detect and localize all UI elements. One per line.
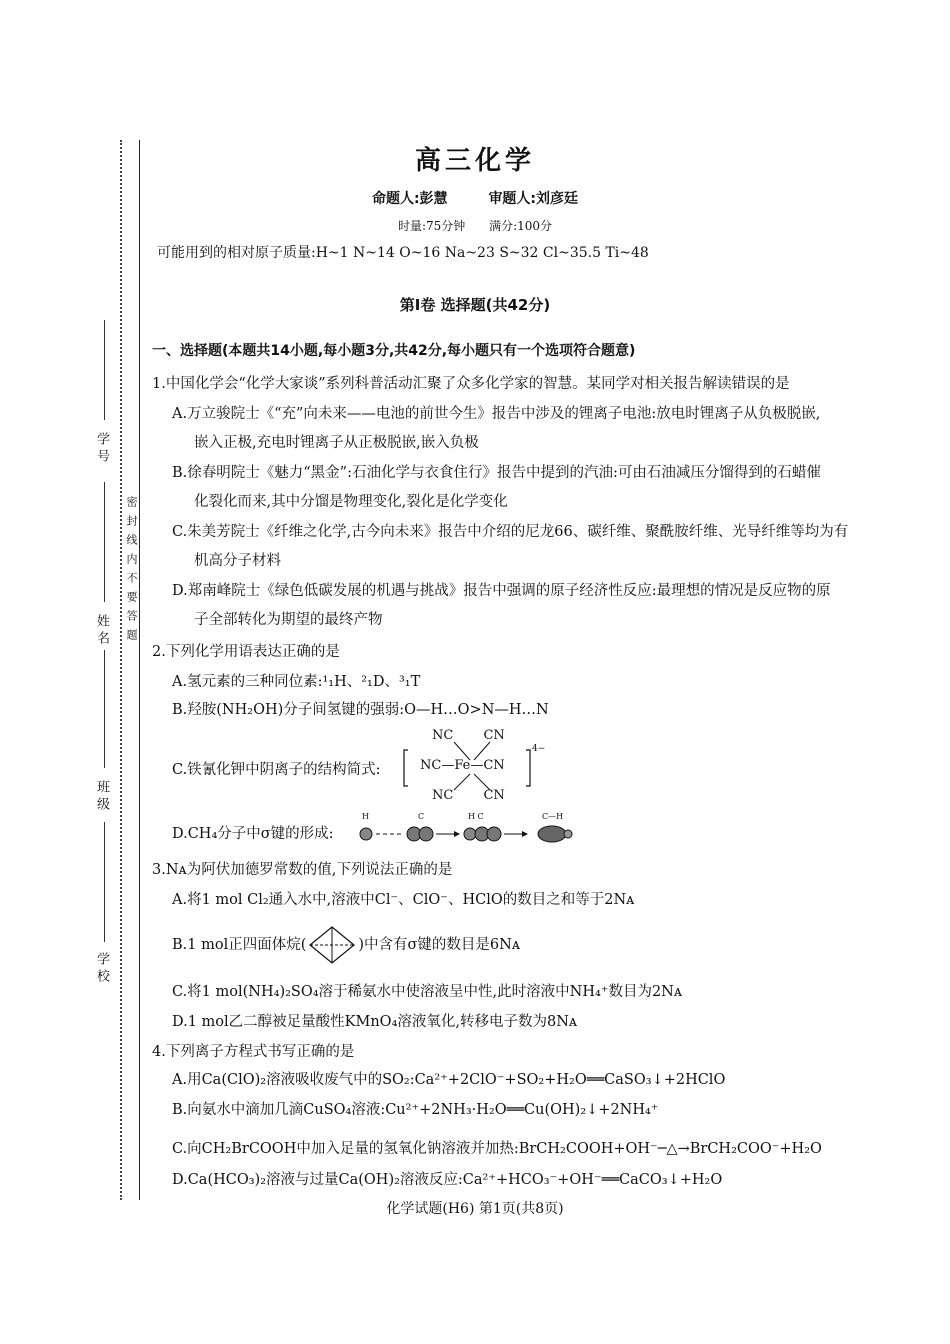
structure-top: NC CN — [432, 728, 505, 743]
q4-option-b: B.向氨水中滴加几滴CuSO₄溶液:Cu²⁺+2NH₃·H₂O══Cu(OH)₂↓+2NH₄⁺ — [172, 1102, 659, 1118]
ferricyanide-structure — [402, 728, 552, 804]
orbital-label-c: C — [418, 812, 425, 821]
structure-bottom: NC CN — [432, 788, 505, 803]
q4-option-c: C.向CH₂BrCOOH中加入足量的氢氧化钠溶液并加热:BrCH₂COOH+OH⁻─△→BrCH₂COO⁻+H₂O — [172, 1141, 822, 1157]
q2-option-c: C.铁氰化钾中阴离子的结构简式: — [172, 762, 381, 778]
q1-option-a-line2: 嵌入正极,充电时锂离子从正极脱嵌,嵌入负极 — [194, 435, 479, 451]
student-id-blank — [104, 320, 105, 420]
q1-option-d-line2: 子全部转化为期望的最终产物 — [194, 612, 383, 628]
structure-charge: 4− — [532, 744, 546, 754]
q3-option-d: D.1 mol乙二醇被足量酸性KMnO₄溶液氧化,转移电子数为8Nᴀ — [172, 1014, 578, 1030]
q1-option-d-line1: D.郑南峰院士《绿色低碳发展的机遇与挑战》报告中强调的原子经济性反应:最理想的情况是反应物的原 — [172, 583, 831, 599]
class-label: 班 级 — [94, 780, 109, 811]
orbital-label-h: H — [362, 812, 369, 821]
time-score-line — [0, 217, 950, 234]
reviewer: 审题人:刘彦廷 — [488, 191, 579, 207]
tetrahedrane-icon — [306, 925, 358, 965]
q3-stem: 3.Nᴀ为阿伏加德罗常数的值,下列说法正确的是 — [152, 862, 453, 878]
q3-option-b — [172, 933, 520, 954]
q1-stem: 1.中国化学会“化学大家谈”系列科普活动汇聚了众多化学家的智慧。某同学对相关报告解读错误的是 — [152, 376, 790, 392]
seal-notice: 密封线内不要答题 — [125, 496, 138, 648]
q1-option-a-line1: A.万立骏院士《“充”向未来——电池的前世今生》报告中涉及的锂离子电池:放电时锂离子从负极脱嵌, — [172, 406, 821, 422]
q4-option-a: A.用Ca(ClO)₂溶液吸收废气中的SO₂:Ca²⁺+2ClO⁻+SO₂+H₂O══CaSO₃↓+2HClO — [172, 1072, 726, 1088]
orbital-label-ch: C—H — [542, 812, 564, 821]
q2-option-a: A.氢元素的三种同位素:¹₁H、²₁D、³₁T — [172, 674, 421, 690]
part-heading: 一、选择题(本题共14小题,每小题3分,共42分,每小题只有一个选项符合题意) — [152, 343, 636, 359]
structure-middle: NC—Fe—CN — [420, 758, 505, 773]
section-heading: 第Ⅰ卷 选择题(共42分) — [399, 296, 551, 314]
school-blank — [104, 822, 105, 942]
full-score: 满分:100分 — [489, 219, 553, 233]
school-label: 学 校 — [94, 952, 109, 983]
q4-option-d: D.Ca(HCO₃)₂溶液与过量Ca(OH)₂溶液反应:Ca²⁺+HCO₃⁻+OH⁻══CaCO₃↓+H₂O — [172, 1172, 723, 1188]
q2-option-d: D.CH₄分子中σ键的形成: — [172, 826, 334, 842]
orbital-label-hc: H C — [468, 812, 484, 821]
q3-option-b-pre: B.1 mol正四面体烷( — [172, 937, 307, 953]
page-footer: 化学试题(H6) 第1页(共8页) — [386, 1201, 564, 1217]
q1-option-b-line2: 化裂化而来,其中分馏是物理变化,裂化是化学变化 — [194, 494, 508, 510]
q3-option-b-post: )中含有σ键的数目是6Nᴀ — [358, 937, 521, 953]
student-id-label: 学 号 — [94, 432, 109, 463]
q1-option-c-line2: 机高分子材料 — [194, 553, 281, 569]
time-limit: 时量:75分钟 — [397, 219, 466, 233]
name-label: 姓 名 — [94, 614, 109, 645]
q2-stem: 2.下列化学用语表达正确的是 — [152, 644, 340, 660]
name-blank — [104, 482, 105, 602]
sigma-bond-diagram — [356, 812, 586, 846]
q4-stem: 4.下列离子方程式书写正确的是 — [152, 1044, 355, 1060]
class-blank — [104, 650, 105, 768]
setter: 命题人:彭慧 — [371, 191, 448, 207]
q1-option-b-line1: B.徐春明院士《魅力“黑金”:石油化学与衣食住行》报告中提到的汽油:可由石油减压分馏得到的石蜡催 — [172, 465, 821, 481]
q3-option-a: A.将1 mol Cl₂通入水中,溶液中Cl⁻、ClO⁻、HClO的数目之和等于2Nᴀ — [172, 892, 635, 908]
q2-option-b: B.羟胺(NH₂OH)分子间氢键的强弱:O—H…O>N—H…N — [172, 702, 549, 718]
page-title: 高三化学 — [414, 146, 535, 176]
q1-option-c-line1: C.朱美芳院士《纤维之化学,古今向未来》报告中介绍的尼龙66、碳纤维、聚酰胺纤维、光导纤维等均为有 — [172, 524, 849, 540]
q3-option-c: C.将1 mol(NH₄)₂SO₄溶于稀氨水中使溶液呈中性,此时溶液中NH₄⁺数目为2Nᴀ — [172, 984, 683, 1000]
authors-line — [0, 188, 950, 208]
atomic-masses: 可能用到的相对原子质量:H~1 N~14 O~16 Na~23 S~32 Cl~35.5 Ti~48 — [157, 245, 649, 261]
